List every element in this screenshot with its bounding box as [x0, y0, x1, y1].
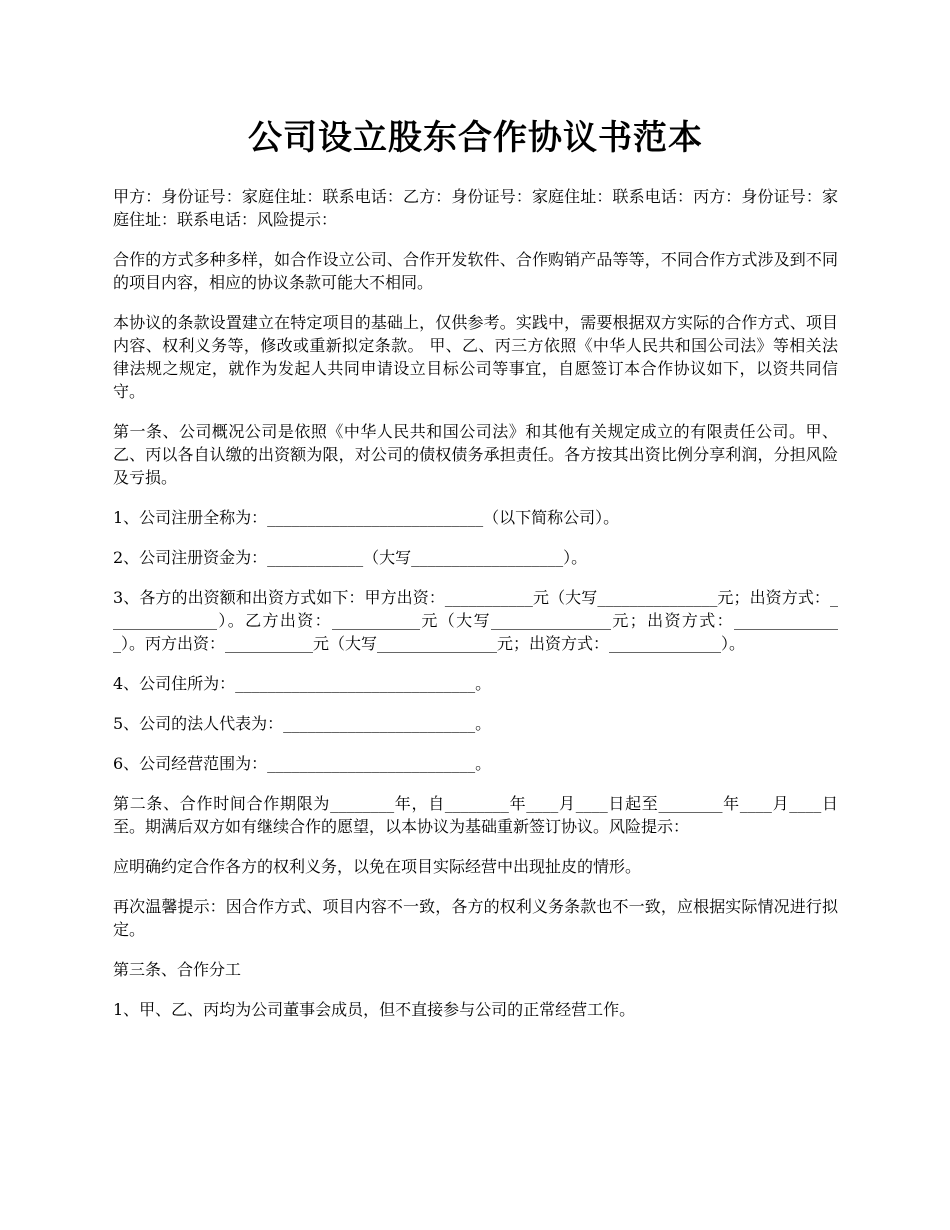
rights-obligations-paragraph: 应明确约定合作各方的权利义务，以免在项目实际经营中出现扯皮的情形。 — [113, 857, 642, 876]
reminder-paragraph: 再次温馨提示：因合作方式、项目内容不一致，各方的权利义务条款也不一致，应根据实际情况进行拟定。 — [113, 897, 838, 939]
registered-capital-clause: 2、公司注册资金为：____________（大写___________________）。 — [113, 548, 588, 567]
agreement-basis-paragraph: 本协议的条款设置建立在特定项目的基础上，仅供参考。实践中，需要根据双方实际的合作方式、项目内容、权利义务等，修改或重新拟定条款。 甲、乙、丙三方依照《中华人民共和国公司法》等相关法律法规之规定，就作为发起人共同申请设立目标公司等事宜，自愿签订本合作协议如下，以资共同信守。 — [113, 313, 838, 401]
article-1-overview-paragraph: 第一条、公司概况公司是依照《中华人民共和国公司法》和其他有关规定成立的有限责任公司。甲、乙、丙以各自认缴的出资额为限，对公司的债权债务承担责任。各方按其出资比例分享利润，分担风险及亏损。 — [113, 422, 838, 487]
parties-info-paragraph: 甲方：身份证号：家庭住址：联系电话：乙方：身份证号：家庭住址：联系电话：丙方：身份证号：家庭住址：联系电话：风险提示： — [113, 187, 838, 229]
document-title: 公司设立股东合作协议书范本 — [248, 118, 703, 158]
company-address-clause: 4、公司住所为：______________________________。 — [113, 674, 492, 693]
article-2-term-paragraph: 第二条、合作时间合作期限为________年，自________年____月____日起至________年____月____日至。期满后双方如有继续合作的愿望，以本协议为基础重新签订协议。风险提示： — [113, 794, 838, 836]
company-name-clause: 1、公司注册全称为：___________________________（以下简称公司）。 — [113, 508, 620, 527]
business-scope-clause: 6、公司经营范围为：__________________________。 — [113, 754, 492, 773]
cooperation-methods-paragraph: 合作的方式多种多样，如合作设立公司、合作开发软件、合作购销产品等等，不同合作方式涉及到不同的项目内容，相应的协议条款可能大不相同。 — [113, 250, 838, 292]
article-3-heading: 第三条、合作分工 — [113, 960, 242, 979]
capital-contribution-clause: 3、各方的出资额和出资方式如下：甲方出资：___________元（大写_______________元；出资方式：______________）。乙方出资：___________元（大写_______________元；出资方式：______________）。丙方出资：___________元（大写_______________元；出资方式：______________）。 — [113, 588, 838, 653]
legal-representative-clause: 5、公司的法人代表为：________________________。 — [113, 714, 492, 733]
board-members-clause: 1、甲、乙、丙均为公司董事会成员，但不直接参与公司的正常经营工作。 — [113, 1000, 636, 1019]
